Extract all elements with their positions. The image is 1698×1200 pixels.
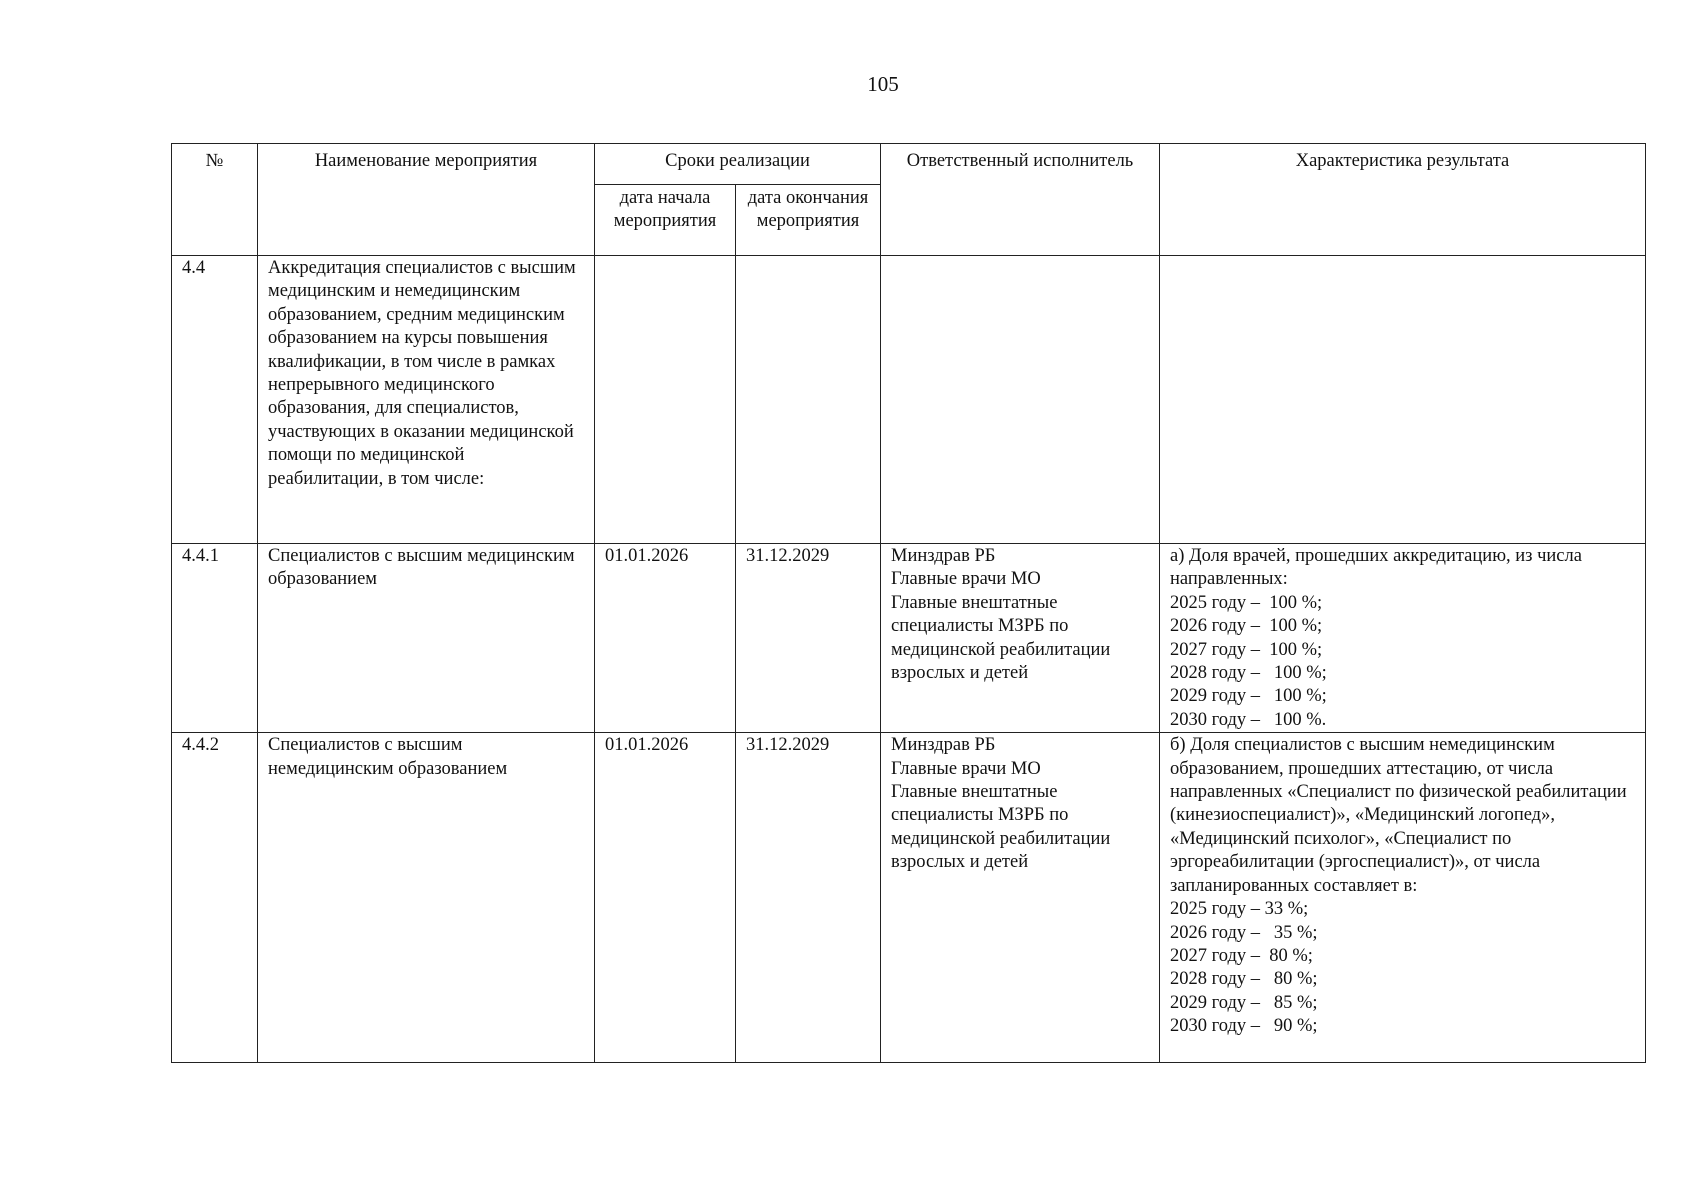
header-activity-name: Наименование мероприятия [258,144,595,256]
executor-line: Главные врачи МО [891,758,1041,779]
table-row [172,256,1646,544]
result-description: а) Доля врачей, прошедших аккредитацию, из числа направленных: [1170,546,1582,590]
result-year-line: 2026 году – 100 %; [1170,616,1323,637]
row-activity-name: Аккредитация специалистов с высшим медицинским и немедицинским образованием, средним медицинским образованием на курсы повышения квалификации, в том числе в рамках непрерывного медицинского образования, для специалистов, участвующих в оказании медицинской помощи по медицинской реабилитации, в том числе: [258,256,595,544]
page-number: 105 [867,72,899,96]
executor-line: Главные врачи МО [891,569,1041,590]
table-row [172,733,1646,1063]
result-year-line: 2028 году – 80 %; [1170,969,1318,990]
result-description: б) Доля специалистов с высшим немедицинским образованием, прошедших аттестацию, от числа направленных «Специалист по физической реабилитации (кинезиоспециалист)», «Медицинский логопед», «Медицинский психолог», «Специалист по эргореабилитации (эргоспециалист)», от числа запланированных составляет в: [1170,735,1627,896]
row-executor [881,256,1160,544]
result-year-line: 2029 году – 85 %; [1170,992,1318,1013]
result-year-line: 2029 году – 100 %; [1170,686,1327,707]
executor-line: Минздрав РБ [891,735,996,756]
result-year-line: 2027 году – 80 %; [1170,945,1313,966]
row-end-date: 31.12.2029 [736,733,881,1063]
row-result [1160,256,1646,544]
row-result [1160,544,1646,733]
table-row [172,544,1646,733]
row-end-date: 31.12.2029 [736,544,881,733]
header-result: Характеристика результата [1160,144,1646,256]
result-year-line: 2026 году – 35 %; [1170,922,1318,943]
row-activity-name: Специалистов с высшим медицинским образованием [258,544,595,733]
activities-table [171,143,1646,1063]
result-year-line: 2030 году – 90 %; [1170,1016,1318,1037]
row-number: 4.4.2 [172,733,258,1063]
row-start-date: 01.01.2026 [595,544,736,733]
header-start-date: дата начала мероприятия [595,185,736,256]
result-year-line: 2025 году – 33 %; [1170,899,1309,920]
executor-line: Главные внештатные специалисты МЗРБ по медицинской реабилитации взрослых и детей [891,592,1111,684]
executor-line: Главные внештатные специалисты МЗРБ по медицинской реабилитации взрослых и детей [891,782,1111,873]
row-activity-name: Специалистов с высшим немедицинским образованием [258,733,595,1063]
row-start-date: 01.01.2026 [595,733,736,1063]
result-year-line: 2025 году – 100 %; [1170,592,1323,613]
row-number: 4.4.1 [172,544,258,733]
result-year-line: 2027 году – 100 %; [1170,639,1323,660]
header-number: № [172,144,258,256]
row-number: 4.4 [172,256,258,544]
result-year-line: 2030 году – 100 %. [1170,709,1327,730]
row-result [1160,733,1646,1063]
row-end-date [736,256,881,544]
row-executor [881,544,1160,733]
header-end-date: дата окончания мероприятия [736,185,881,256]
executor-line: Минздрав РБ [891,546,996,566]
row-executor [881,733,1160,1063]
header-executor: Ответственный исполнитель [881,144,1160,256]
row-start-date [595,256,736,544]
result-year-line: 2028 году – 100 %; [1170,663,1327,684]
header-terms: Сроки реализации [595,144,881,185]
